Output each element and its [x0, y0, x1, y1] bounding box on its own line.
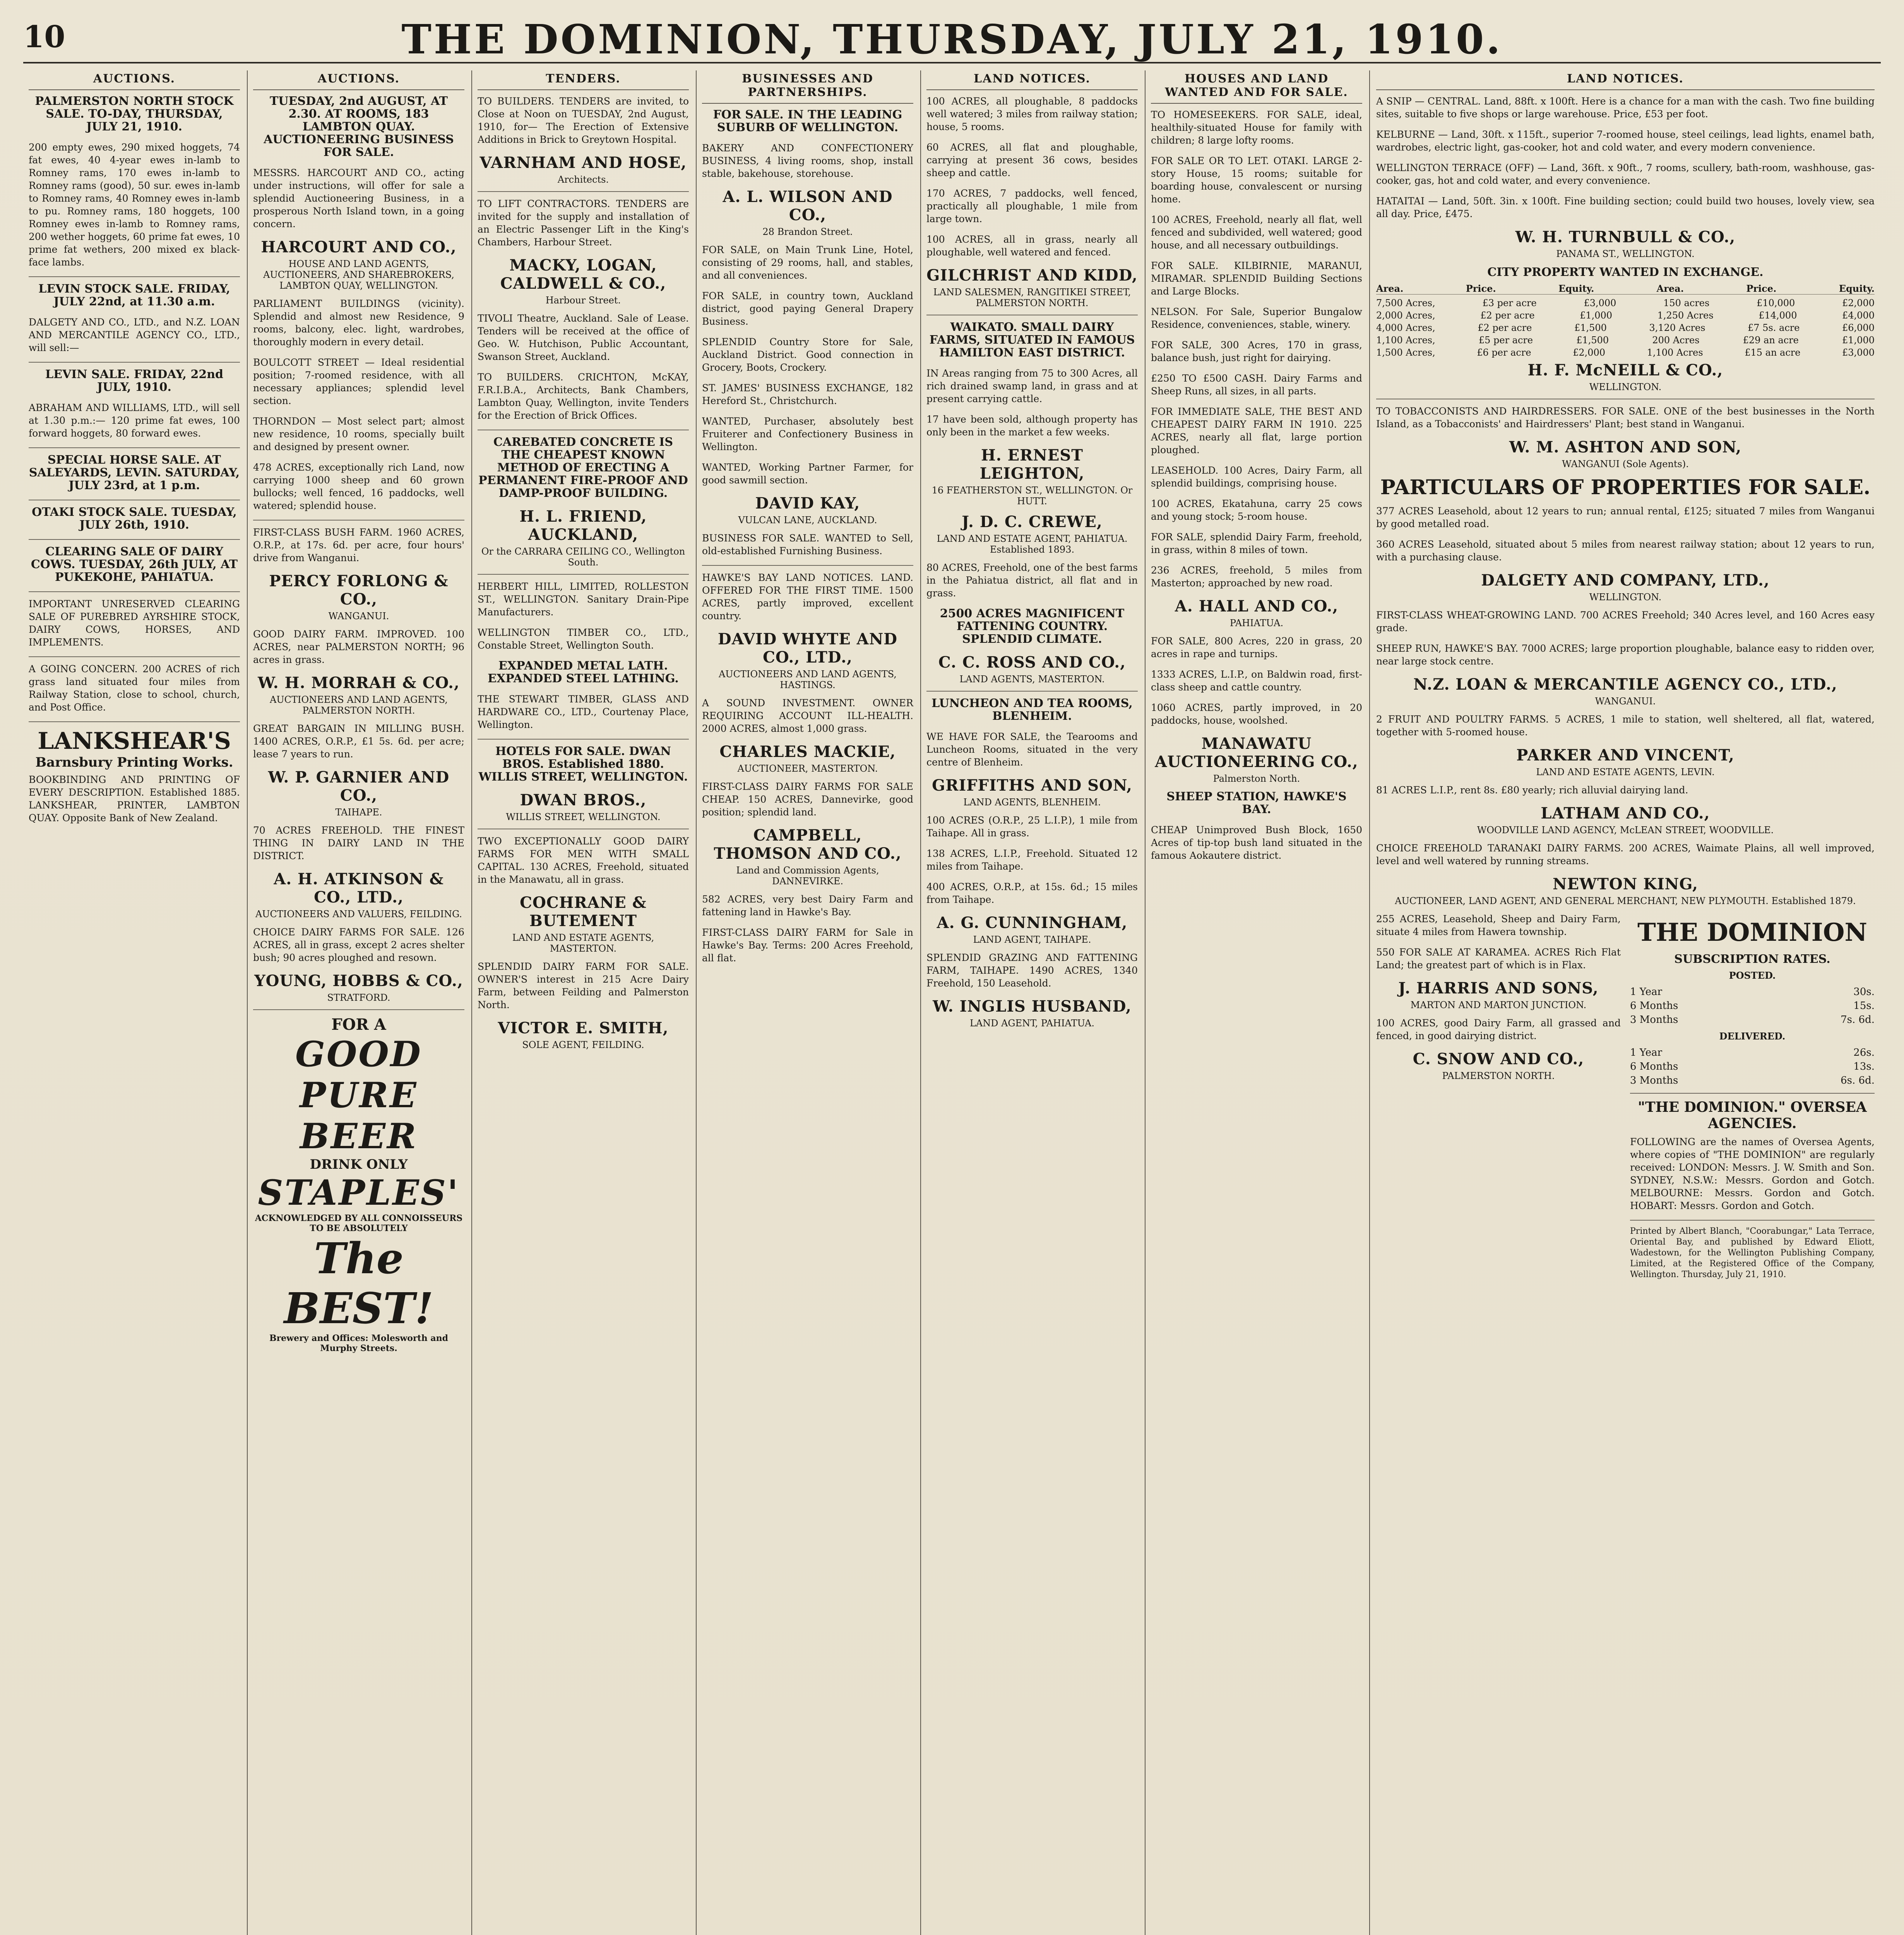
notice-body: 100 ACRES, all in grass, nearly all ploughable, well watered and fenced. — [926, 234, 1138, 258]
column-land-notices-1 — [921, 70, 1145, 1935]
column-heading: AUCTIONS. — [253, 70, 464, 90]
notice-body: FOR SALE, 800 Acres, 220 in grass, 20 acres in rape and turnips. — [1151, 635, 1362, 659]
divider — [29, 656, 240, 657]
ad-line: FOR A — [331, 1015, 386, 1034]
column-tenders — [472, 70, 697, 1935]
divider — [702, 565, 913, 566]
ad-line: The BEST! — [284, 1233, 434, 1333]
notice-body: 582 ACRES, very best Dairy Farm and fattening land in Hawke's Bay. — [702, 894, 913, 918]
table-cell: £3,000 — [1584, 298, 1616, 308]
notice-body: WE HAVE FOR SALE, the Tearooms and Luncheon Rooms, situated in the very centre of Blenheim. — [926, 731, 1138, 768]
notice-body: 100 ACRES, Freehold, nearly all flat, well fenced and subdivided, well watered; good house, and all necessary outbuildings. — [1151, 214, 1362, 251]
firm-name: MANAWATU AUCTIONEERING CO., — [1155, 735, 1358, 771]
notice-body: THE STEWART TIMBER, GLASS AND HARDWARE CO., LTD., Courtenay Place, Wellington. — [478, 694, 689, 730]
table-row — [1376, 334, 1875, 346]
imprint: Printed by Albert Blanch, "Coorabungar," Lata Terrace, Oriental Bay, and published by Edward Eliott, Wadestown, for the Wellington Publishing Company, Limited, at the Registered Office of the Company, Wellington. Thursday, July 21, 1910. — [1630, 1226, 1875, 1279]
firm-address: Harbour Street. — [545, 295, 621, 306]
header-cell: Area. — [1376, 283, 1404, 294]
notice-body: HATAITAI — Land, 50ft. 3in. x 100ft. Fine building section; could build two houses, lovely view, sea all day. Price, £475. — [1376, 195, 1875, 219]
notice-body: TO HOMESEEKERS. FOR SALE, ideal, healthily-situated House for family with children; 8 large lofty rooms. — [1151, 109, 1362, 146]
table-cell: £1,000 — [1842, 335, 1875, 346]
subscription-box — [1630, 913, 1875, 1288]
table-row — [1376, 309, 1875, 322]
rate-value: 30s. — [1853, 986, 1875, 998]
table-cell: £2,000 — [1842, 298, 1875, 308]
notice-body: LEASEHOLD. 100 Acres, Dairy Farm, all splendid buildings, comprising house. — [1151, 465, 1362, 489]
notice-body: BAKERY AND CONFECTIONERY BUSINESS, 4 living rooms, shop, install stable, bakehouse, storehouse. — [702, 142, 913, 179]
notice-body: TIVOLI Theatre, Auckland. Sale of Lease. Tenders will be received at the office of Geo. W. Hutchison, Public Accountant, Swanson Street, Auckland. — [478, 313, 689, 362]
table-cell: 2,000 Acres, — [1376, 310, 1435, 321]
notice-body: SPLENDID DAIRY FARM FOR SALE. OWNER'S interest in 215 Acre Dairy Farm, between Feilding and Palmerston North. — [478, 961, 689, 1010]
ad-line: DRINK ONLY — [310, 1157, 408, 1172]
notice-body: FOR SALE OR TO LET. OTAKI. LARGE 2-story House, 15 rooms; suitable for boarding house, convalescent or nursing home. — [1151, 155, 1362, 205]
paper-title: THE DOMINION, THURSDAY, JULY 21, 1910. — [401, 15, 1503, 63]
table-cell: £6 per acre — [1477, 347, 1531, 358]
rate-row — [1630, 999, 1875, 1013]
header-cell: Equity. — [1558, 283, 1594, 294]
firm-address: PANAMA ST., WELLINGTON. — [1556, 248, 1695, 259]
divider — [478, 574, 689, 575]
rate-value: 7s. 6d. — [1841, 1014, 1875, 1026]
notice-body: 70 ACRES FREEHOLD. THE FINEST THING IN DAIRY LAND IN THE DISTRICT. — [253, 825, 464, 861]
notice-body: GOOD DAIRY FARM. IMPROVED. 100 ACRES, near PALMERSTON NORTH; 96 acres in grass. — [253, 628, 464, 665]
firm-address: AUCTIONEERS AND VALUERS, FEILDING. — [255, 909, 462, 920]
subscription-subtitle: SUBSCRIPTION RATES. — [1674, 952, 1830, 966]
stock-list: 200 empty ewes, 290 mixed hoggets, 74 fat ewes, 40 4-year ewes in-lamb to Romney rams, 170 ewes in-lamb to Romney rams (good), 50 sur. ewes in-lamb to Romney rams, 40 Romney ewes in-lamb to pu. Romney rams, 180 hoggets, 100 Romney ewes in-lamb to Romney rams, 200 wether hoggets, 60 prime fat ewes, 10 prime fat wethers, 200 mixed ex black-face lambs. — [29, 142, 240, 268]
firm-address: WELLINGTON. — [1589, 592, 1662, 603]
notice-body: CHOICE DAIRY FARMS FOR SALE. 126 ACRES, all in grass, except 2 acres shelter bush; 90 acres ploughed and resown. — [253, 926, 464, 963]
notice-body: GREAT BARGAIN IN MILLING BUSH. 1400 ACRES, O.R.P., £1 5s. 6d. per acre; lease 7 years to run. — [253, 723, 464, 760]
firm-address: LAND AGENTS, BLENHEIM. — [963, 797, 1101, 808]
notice-heading: WAIKATO. SMALL DAIRY FARMS, SITUATED IN FAMOUS HAMILTON EAST DISTRICT. — [929, 320, 1135, 360]
divider — [1630, 1093, 1875, 1094]
firm-name: H. ERNEST LEIGHTON, — [979, 446, 1085, 483]
firm-name: W. P. GARNIER AND CO., — [268, 768, 450, 805]
firm-name: C. C. ROSS AND CO., — [938, 653, 1126, 671]
subscription-title: THE DOMINION — [1637, 918, 1867, 947]
printing-advertisement — [29, 728, 240, 770]
firm-address: LAND AND ESTATE AGENTS, LEVIN. — [1536, 767, 1715, 777]
divider — [1630, 1220, 1875, 1221]
bottom-left — [1376, 913, 1621, 1288]
notice-body: A GOING CONCERN. 200 ACRES of rich grass land situated four miles from Railway Station, close to school, church, and Post Office. — [29, 663, 240, 713]
notice-body: 100 ACRES, all ploughable, 8 paddocks well watered; 3 miles from railway station; house, 5 rooms. — [926, 96, 1138, 132]
notice-body: SPLENDID GRAZING AND FATTENING FARM, TAIHAPE. 1490 ACRES, 1340 Freehold, 150 Leasehold. — [926, 952, 1138, 989]
column-heading: AUCTIONS. — [29, 70, 240, 90]
table-cell: £15 an acre — [1745, 347, 1801, 358]
firm-name: LATHAM AND CO., — [1541, 804, 1710, 822]
rate-period: 3 Months — [1630, 1075, 1678, 1086]
table-cell: 1,250 Acres — [1657, 310, 1714, 321]
firm-address: AUCTIONEERS AND LAND AGENTS, HASTINGS. — [719, 669, 897, 690]
firm-name: CAMPBELL, THOMSON AND CO., — [714, 826, 902, 863]
firm-address: STRATFORD. — [327, 992, 390, 1003]
firm-name: A. G. CUNNINGHAM, — [937, 914, 1128, 932]
notice-heading: OTAKI STOCK SALE. TUESDAY, JULY 26th, 1910. — [32, 505, 237, 532]
firm-address: LAND AGENT, TAIHAPE. — [973, 934, 1091, 945]
divider — [29, 591, 240, 592]
ad-line: Brewery and Offices: Molesworth and Murphy Streets. — [269, 1333, 448, 1353]
notice-body: HERBERT HILL, LIMITED, ROLLESTON ST., WELLINGTON. Sanitary Drain-Pipe Manufacturers. — [478, 581, 689, 618]
notice-heading: LUNCHEON AND TEA ROOMS, BLENHEIM. — [931, 697, 1133, 723]
firm-address: LAND SALESMEN, RANGITIKEI STREET, PALMERSTON NORTH. — [933, 287, 1131, 308]
firm-name: DAVID KAY, — [755, 494, 860, 512]
column-auctions-1 — [23, 70, 248, 1935]
notice-body: 60 ACRES, all flat and ploughable, carrying at present 36 cows, besides sheep and cattle. — [926, 142, 1138, 178]
table-cell: £2 per acre — [1480, 310, 1535, 321]
exchange-table-title: CITY PROPERTY WANTED IN EXCHANGE. — [1487, 265, 1764, 279]
notice-body: FOR SALE. KILBIRNIE, MARANUI, MIRAMAR. SPLENDID Building Sections and Large Blocks. — [1151, 260, 1362, 297]
notice-body: A SNIP — CENTRAL. Land, 88ft. x 100ft. Here is a chance for a man with the cash. Two fine building sites, suitable to five shops or large warehouse. Price, £53 per foot. — [1376, 96, 1875, 120]
table-cell: 150 acres — [1663, 298, 1710, 308]
firm-address: AUCTIONEERS AND LAND AGENTS, PALMERSTON NORTH. — [270, 694, 448, 716]
column-area — [23, 70, 1881, 1935]
firm-name: DALGETY AND COMPANY, LTD., — [1481, 571, 1770, 589]
masthead — [23, 15, 1881, 63]
table-cell: 1,100 Acres, — [1376, 335, 1435, 346]
overseas-heading: "THE DOMINION." OVERSEA AGENCIES. — [1638, 1099, 1867, 1132]
notice-body: WANTED, Purchaser, absolutely best Fruiterer and Confectionery Business in Wellington. — [702, 416, 913, 452]
rate-period: 6 Months — [1630, 1000, 1678, 1012]
ad-line: GOOD PURE BEER — [295, 1034, 422, 1157]
notice-body: WELLINGTON TERRACE (OFF) — Land, 36ft. x 90ft., 7 rooms, scullery, bath-room, washhouse, gas-cooker, gas, hot and cold water, and every convenience. — [1376, 162, 1875, 186]
table-cell: £29 an acre — [1743, 335, 1799, 346]
notice-heading: SHEEP STATION, HAWKE'S BAY. — [1166, 790, 1347, 816]
ad-body: BOOKBINDING AND PRINTING OF EVERY DESCRIPTION. Established 1885. LANKSHEAR, PRINTER, LAMBTON QUAY. Opposite Bank of New Zealand. — [29, 774, 240, 824]
notice-heading: CAREBATED CONCRETE IS THE CHEAPEST KNOWN METHOD OF ERECTING A PERMANENT FIRE-PROOF AND DAMP-PROOF BUILDING. — [478, 435, 688, 500]
divider — [253, 520, 464, 521]
rate-row — [1630, 985, 1875, 999]
notice-body: 100 ACRES, Ekatahuna, carry 25 cows and young stock; 5-room house. — [1151, 498, 1362, 522]
table-cell: 200 Acres — [1652, 335, 1700, 346]
firm-name: VICTOR E. SMITH, — [498, 1019, 669, 1037]
ad-line: LANKSHEAR'S — [38, 728, 231, 755]
notice-body: A SOUND INVESTMENT. OWNER REQUIRING ACCOUNT ILL-HEALTH. 2000 ACRES, almost 1,000 grass. — [702, 697, 913, 734]
notice-body: FOR SALE, on Main Trunk Line, Hotel, consisting of 29 rooms, hall, and stables, and all conveniences. — [702, 244, 913, 281]
firm-address: LAND AND ESTATE AGENTS, MASTERTON. — [512, 932, 654, 954]
firm-name: PARKER AND VINCENT, — [1516, 746, 1734, 764]
notice-body: 377 ACRES Leasehold, about 12 years to run; annual rental, £125; situated 7 miles from Wanganui by good metalled road. — [1376, 505, 1875, 529]
firm-address: WANGANUI. — [1595, 696, 1656, 707]
ad-line: Barnsbury Printing Works. — [35, 755, 233, 770]
firm-name: DAVID WHYTE AND CO., LTD., — [718, 630, 897, 666]
notice-body: 236 ACRES, freehold, 5 miles from Masterton; approached by new road. — [1151, 565, 1362, 589]
rate-row — [1630, 1060, 1875, 1074]
firm-address: 28 Brandon Street. — [762, 226, 853, 237]
notice-body: 2 FRUIT AND POULTRY FARMS. 5 ACRES, 1 mile to station, well sheltered, all flat, watered, together with 5-roomed house. — [1376, 714, 1875, 738]
table-cell: £10,000 — [1757, 298, 1795, 308]
notice-heading: 2500 ACRES MAGNIFICENT FATTENING COUNTRY. SPLENDID CLIMATE. — [940, 607, 1125, 646]
notice-body: FIRST-CLASS DAIRY FARM for Sale in Hawke's Bay. Terms: 200 Acres Freehold, all flat. — [702, 927, 913, 964]
firm-name: W. M. ASHTON AND SON, — [1509, 438, 1742, 456]
firm-name: GILCHRIST AND KIDD, — [926, 266, 1138, 284]
delivered-label: DELIVERED. — [1719, 1031, 1786, 1042]
divider — [29, 447, 240, 448]
header-cell: Area. — [1656, 283, 1684, 294]
notice-body: IMPORTANT UNRESERVED CLEARING SALE OF PUREBRED AYRSHIRE STOCK, DAIRY COWS, HORSES, AND IMPLEMENTS. — [29, 598, 240, 648]
firm-name: H. F. McNEILL & CO., — [1527, 361, 1723, 379]
notice-body: MESSRS. HARCOURT AND CO., acting under instructions, will offer for sale a splendid Auctioneering Business, in a prosperous North Island town, in a going concern. — [253, 167, 464, 229]
notice-body: FIRST-CLASS DAIRY FARMS FOR SALE CHEAP. 150 ACRES, Dannevirke, good position; splendid land. — [702, 781, 913, 818]
firm-name: YOUNG, HOBBS & CO., — [254, 972, 463, 990]
firm-address: WANGANUI (Sole Agents). — [1562, 459, 1689, 469]
notice-body: TO BUILDERS. TENDERS are invited, to Close at Noon on TUESDAY, 2nd August, 1910, for— The Erection of Extensive Additions in Brick to Greytown Hospital. — [478, 96, 689, 145]
notice-body: FIRST-CLASS BUSH FARM. 1960 ACRES, O.R.P., at 17s. 6d. per acre, four hours' drive from Wanganui. — [253, 527, 464, 563]
table-row — [1376, 322, 1875, 334]
firm-name: CHARLES MACKIE, — [719, 743, 896, 761]
rate-period: 1 Year — [1630, 1047, 1663, 1058]
firm-address: LAND AND ESTATE AGENT, PAHIATUA. Established 1893. — [937, 533, 1128, 555]
column-heading: BUSINESSES AND PARTNERSHIPS. — [702, 70, 913, 104]
notice-body: SPLENDID Country Store for Sale, Auckland District. Good connection in Grocery, Boots, Crockery. — [702, 336, 913, 373]
firm-address: LAND AGENT, PAHIATUA. — [969, 1018, 1095, 1029]
notice-heading: TUESDAY, 2nd AUGUST, AT 2.30. AT ROOMS, 183 LAMBTON QUAY. AUCTIONEERING BUSINESS FOR SALE. — [264, 94, 454, 159]
notice-body: HAWKE'S BAY LAND NOTICES. LAND. OFFERED FOR THE FIRST TIME. 1500 ACRES, partly improved, excellent country. — [702, 572, 913, 622]
notice-body: 1060 ACRES, partly improved, in 20 paddocks, house, woolshed. — [1151, 702, 1362, 726]
page-number: 10 — [23, 19, 65, 55]
notice-body: FOR SALE, 300 Acres, 170 in grass, balance bush, just right for dairying. — [1151, 339, 1362, 363]
firm-address: Or the CARRARA CEILING CO., Wellington South. — [481, 546, 685, 568]
firm-address: SOLE AGENT, FEILDING. — [522, 1039, 644, 1050]
firm-address: Architects. — [557, 174, 609, 185]
firm-name: NEWTON KING, — [1553, 875, 1698, 893]
column-land-notices-2 — [1370, 70, 1881, 1935]
table-cell: £2,000 — [1573, 347, 1606, 358]
firm-address: HOUSE AND LAND AGENTS, AUCTIONEERS, AND SHAREBROKERS, LAMBTON QUAY, WELLINGTON. — [263, 259, 454, 291]
notice-body: CHOICE FREEHOLD TARANAKI DAIRY FARMS. 200 ACRES, Waimate Plains, all well improved, level and well watered by running streams. — [1376, 842, 1875, 866]
table-cell: £3 per acre — [1482, 298, 1537, 308]
table-cell: £14,000 — [1758, 310, 1797, 321]
divider — [29, 362, 240, 363]
table-cell: £7 5s. acre — [1748, 322, 1800, 333]
column-heading: HOUSES AND LAND WANTED AND FOR SALE. — [1151, 70, 1362, 104]
firm-name: MACKY, LOGAN, CALDWELL & CO., — [500, 256, 666, 293]
notice-body: NELSON. For Sale, Superior Bungalow Residence, conveniences, stable, winery. — [1151, 306, 1362, 330]
notice-body: BOULCOTT STREET — Ideal residential position; 7-roomed residence, with all necessary appliances; splendid level section. — [253, 357, 464, 406]
notice-body: FOR SALE, in country town, Auckland district, good paying General Drapery Business. — [702, 290, 913, 327]
rate-period: 3 Months — [1630, 1014, 1678, 1026]
notice-heading: FOR SALE. IN THE LEADING SUBURB OF WELLINGTON. — [713, 108, 902, 134]
bottom-split — [1376, 913, 1875, 1288]
notice-body: FIRST-CLASS WHEAT-GROWING LAND. 700 ACRES Freehold; 340 Acres level, and 160 Acres easy grade. — [1376, 610, 1875, 634]
column-houses-land — [1145, 70, 1370, 1935]
notice-body: 81 ACRES L.I.P., rent 8s. £80 yearly; rich alluvial dairying land. — [1376, 784, 1688, 796]
table-cell: 7,500 Acres, — [1376, 298, 1435, 308]
firm-address: PAHIATUA. — [1229, 618, 1284, 628]
firm-name: HARCOURT AND CO., — [261, 238, 457, 256]
notice-body: FOR SALE, splendid Dairy Farm, freehold, in grass, within 8 miles of town. — [1151, 531, 1362, 555]
notice-body: TWO EXCEPTIONALLY GOOD DAIRY FARMS FOR MEN WITH SMALL CAPITAL. 130 ACRES, Freehold, situated in the Manawatu, all in grass. — [478, 836, 689, 885]
firm-address: Palmerston North. — [1213, 773, 1300, 784]
divider — [29, 539, 240, 540]
header-cell: Price. — [1466, 283, 1496, 294]
firm-name: C. SNOW AND CO., — [1413, 1050, 1584, 1068]
firm-address: VULCAN LANE, AUCKLAND. — [738, 515, 877, 526]
firm-address: 16 FEATHERSTON ST., WELLINGTON. Or HUTT. — [931, 485, 1133, 507]
notice-body: FOR IMMEDIATE SALE, THE BEST AND CHEAPEST DAIRY FARM IN 1910. 225 ACRES, nearly all flat, large portion ploughed. — [1151, 406, 1362, 455]
notice-heading: HOTELS FOR SALE. DWAN BROS. Established 1880. WILLIS STREET, WELLINGTON. — [478, 745, 688, 784]
notice-body: 478 ACRES, exceptionally rich Land, now carrying 1000 sheep and 60 grown bullocks; well fenced, 16 paddocks, well watered; splendid house. — [253, 462, 464, 511]
notice-body: TO BUILDERS. CRICHTON, McKAY, F.R.I.B.A., Architects, Bank Chambers, Lambton Quay, Wellington, invite Tenders for the Erection of Brick Offices. — [478, 372, 689, 421]
notice-body: 100 ACRES, good Dairy Farm, all grassed and fenced, in good dairying district. — [1376, 1017, 1621, 1041]
notice-body: 550 FOR SALE AT KARAMEA. ACRES Rich Flat Land; the greatest part of which is in Flax. — [1376, 947, 1621, 971]
notice-body: ABRAHAM AND WILLIAMS, LTD., will sell at 1.30 p.m.:— 120 prime fat ewes, 100 forward hoggets, 80 forward ewes. — [29, 402, 240, 439]
rate-value: 6s. 6d. — [1841, 1075, 1875, 1086]
notice-heading: LEVIN STOCK SALE. FRIDAY, JULY 22nd, at 11.30 a.m. — [38, 282, 230, 308]
notice-body: 170 ACRES, 7 paddocks, well fenced, practically all ploughable, 1 mile from large town. — [926, 188, 1138, 224]
notice-body: THORNDON — Most select part; almost new residence, 10 rooms, specially built and designed by present owner. — [253, 416, 464, 452]
exchange-table-header — [1376, 283, 1875, 295]
notice-body: KELBURNE — Land, 30ft. x 115ft., superior 7-roomed house, steel ceilings, lead lights, enamel bath, wardrobes, electric light, gas-cooker, hot and cold water, and every modern convenience. — [1376, 129, 1875, 153]
table-cell: 1,500 Acres, — [1376, 347, 1435, 358]
notice-body: 17 have been sold, although property has only been in the market a few weeks. — [926, 414, 1138, 438]
firm-name: J. HARRIS AND SONS, — [1398, 979, 1599, 997]
firm-name: N.Z. LOAN & MERCANTILE AGENCY CO., LTD., — [1413, 675, 1837, 694]
notice-heading: LEVIN SALE. FRIDAY, 22nd JULY, 1910. — [45, 368, 223, 394]
notice-body: TO TOBACCONISTS AND HAIRDRESSERS. FOR SALE. ONE of the best businesses in the North Island, as a Tobacconists' and Hairdressers' Plant; best stand in Wanganui. — [1376, 406, 1875, 430]
notice-body: ST. JAMES' BUSINESS EXCHANGE, 182 Hereford St., Christchurch. — [702, 382, 913, 406]
notice-heading: PALMERSTON NORTH STOCK SALE. TO-DAY, THURSDAY, JULY 21, 1910. — [35, 94, 234, 134]
firm-name: W. H. TURNBULL & CO., — [1515, 228, 1736, 246]
divider — [29, 721, 240, 722]
table-cell: £1,000 — [1580, 310, 1613, 321]
table-cell: £6,000 — [1842, 322, 1875, 333]
notice-body: BUSINESS FOR SALE. WANTED to Sell, old-established Furnishing Business. — [702, 533, 913, 557]
firm-name: A. L. WILSON AND CO., — [723, 188, 893, 224]
rate-period: 6 Months — [1630, 1061, 1678, 1072]
notice-body: 400 ACRES, O.R.P., at 15s. 6d.; 15 miles from Taihape. — [926, 881, 1138, 905]
firm-name: W. INGLIS HUSBAND, — [933, 997, 1132, 1015]
header-cell: Equity. — [1839, 283, 1875, 294]
notice-body: PARLIAMENT BUILDINGS (vicinity). Splendid and almost new Residence, 9 rooms, balcony, elec. light, wardrobes, thoroughly modern in every detail. — [253, 298, 464, 348]
divider — [29, 276, 240, 277]
notice-body: IN Areas ranging from 75 to 300 Acres, all rich drained swamp land, in grass and at present carrying cattle. — [926, 368, 1138, 404]
notice-body: 100 ACRES (O.R.P., 25 L.I.P.), 1 mile from Taihape. All in grass. — [926, 815, 1138, 839]
firm-address: PALMERSTON NORTH. — [1442, 1070, 1555, 1081]
rate-period: 1 Year — [1630, 986, 1663, 998]
ad-line: ACKNOWLEDGED BY ALL CONNOISSEURS TO BE ABSOLUTELY — [255, 1213, 463, 1233]
firm-address: MARTON AND MARTON JUNCTION. — [1410, 1000, 1587, 1010]
notice-body: SHEEP RUN, HAWKE'S BAY. 7000 ACRES; large proportion ploughable, balance easy to ridden over, near large stock centre. — [1376, 643, 1875, 667]
notice-body: TO LIFT CONTRACTORS. TENDERS are invited for the supply and installation of an Electric Passenger Lift in the King's Chambers, Harbour Street. — [478, 198, 689, 248]
column-heading: LAND NOTICES. — [1376, 70, 1875, 90]
firm-address: WANGANUI. — [328, 611, 389, 622]
ad-line: STAPLES' — [258, 1172, 460, 1213]
notice-body: 360 ACRES Leasehold, situated about 5 miles from nearest railway station; about 12 years to run, with a purchasing clause. — [1376, 539, 1875, 563]
notice-body: £250 TO £500 CASH. Dairy Farms and Sheep Runs, all sizes, in all parts. — [1151, 373, 1362, 397]
firm-address: AUCTIONEER, MASTERTON. — [737, 763, 878, 774]
header-cell: Price. — [1746, 283, 1777, 294]
notice-body: 1333 ACRES, L.I.P., on Baldwin road, first-class sheep and cattle country. — [1151, 669, 1362, 693]
notice-body: CHEAP Unimproved Bush Block, 1650 Acres of tip-top bush land situated in the famous Aokautere district. — [1151, 824, 1362, 861]
notice-body: WANTED, Working Partner Farmer, for good sawmill section. — [702, 462, 913, 486]
table-cell: 1,100 Acres — [1647, 347, 1703, 358]
notice-heading: CLEARING SALE OF DAIRY COWS. TUESDAY, 26th JULY, AT PUKEKOHE, PAHIATUA. — [31, 545, 238, 584]
column-auctions-2 — [248, 70, 472, 1935]
notice-body: 255 ACRES, Leasehold, Sheep and Dairy Farm, situate 4 miles from Hawera township. — [1376, 913, 1621, 937]
notice-heading: EXPANDED METAL LATH. EXPANDED STEEL LATHING. — [488, 659, 679, 685]
firm-name: PERCY FORLONG & CO., — [269, 572, 449, 608]
table-cell: £1,500 — [1574, 322, 1607, 333]
firm-address: WILLIS STREET, WELLINGTON. — [506, 812, 661, 822]
firm-name: W. H. MORRAH & CO., — [258, 674, 460, 692]
divider — [478, 739, 689, 740]
divider — [926, 691, 1138, 692]
firm-name: A. HALL AND CO., — [1175, 597, 1339, 615]
firm-address: AUCTIONEER, LAND AGENT, AND GENERAL MERCHANT, NEW PLYMOUTH. Established 1879. — [1395, 896, 1856, 906]
table-cell: £2 per acre — [1478, 322, 1532, 333]
table-cell: £4,000 — [1842, 310, 1875, 321]
firm-address: TAIHAPE. — [335, 807, 382, 818]
firm-address: Land and Commission Agents, DANNEVIRKE. — [736, 865, 879, 887]
section-banner: PARTICULARS OF PROPERTIES FOR SALE. — [1380, 476, 1871, 499]
column-businesses — [697, 70, 921, 1935]
notice-body: 138 ACRES, L.I.P., Freehold. Situated 12 miles from Taihape. — [926, 848, 1138, 872]
firm-name: COCHRANE & BUTEMENT — [520, 894, 647, 930]
divider — [253, 1009, 464, 1010]
table-cell: £3,000 — [1842, 347, 1875, 358]
table-cell: 3,120 Acres — [1649, 322, 1705, 333]
rate-row — [1630, 1046, 1875, 1060]
notice-body: WELLINGTON TIMBER CO., LTD., Constable Street, Wellington South. — [478, 627, 689, 651]
table-row — [1376, 297, 1875, 309]
rate-value: 15s. — [1853, 1000, 1875, 1012]
table-cell: 4,000 Acres, — [1376, 322, 1435, 333]
firm-name: H. L. FRIEND, AUCKLAND, — [519, 507, 647, 544]
beer-advertisement — [253, 1015, 464, 1353]
notice-heading: SPECIAL HORSE SALE. AT SALEYARDS, LEVIN. SATURDAY, JULY 23rd, at 1 p.m. — [29, 453, 240, 492]
rate-row — [1630, 1074, 1875, 1087]
rate-row — [1630, 1013, 1875, 1027]
firm-address: WELLINGTON. — [1589, 382, 1662, 392]
table-cell: £1,500 — [1576, 335, 1609, 346]
table-cell: £5 per acre — [1478, 335, 1533, 346]
column-heading: TENDERS. — [478, 70, 689, 90]
firm-name: DWAN BROS., — [520, 791, 647, 809]
posted-label: POSTED. — [1729, 970, 1776, 981]
column-heading: LAND NOTICES. — [926, 70, 1138, 90]
notice-body: 80 ACRES, Freehold, one of the best farms in the Pahiatua district, all flat and in grass. — [926, 562, 1138, 599]
notice-body: DALGETY AND CO., LTD., and N.Z. LOAN AND MERCANTILE AGENCY CO., LTD., will sell:— — [29, 317, 240, 353]
firm-name: VARNHAM AND HOSE, — [479, 154, 687, 172]
rate-value: 13s. — [1853, 1061, 1875, 1072]
firm-name: J. D. C. CREWE, — [962, 513, 1103, 531]
table-row — [1376, 346, 1875, 359]
firm-name: GRIFFITHS AND SON, — [932, 776, 1132, 795]
firm-name: A. H. ATKINSON & CO., LTD., — [274, 870, 444, 906]
firm-address: WOODVILLE LAND AGENCY, McLEAN STREET, WOODVILLE. — [1477, 825, 1774, 836]
divider — [478, 191, 689, 192]
firm-address: LAND AGENTS, MASTERTON. — [959, 674, 1105, 685]
overseas-agents: FOLLOWING are the names of Oversea Agents, where copies of "THE DOMINION" are regularly received: LONDON: Messrs. J. W. Smith and Son. SYDNEY, N.S.W.: Messrs. Gordon and Gotch. MELBOURNE: Messrs. Gordon and Gotch. HOBART: Messrs. Gordon and Gotch. — [1630, 1136, 1875, 1211]
rate-value: 26s. — [1853, 1047, 1875, 1058]
